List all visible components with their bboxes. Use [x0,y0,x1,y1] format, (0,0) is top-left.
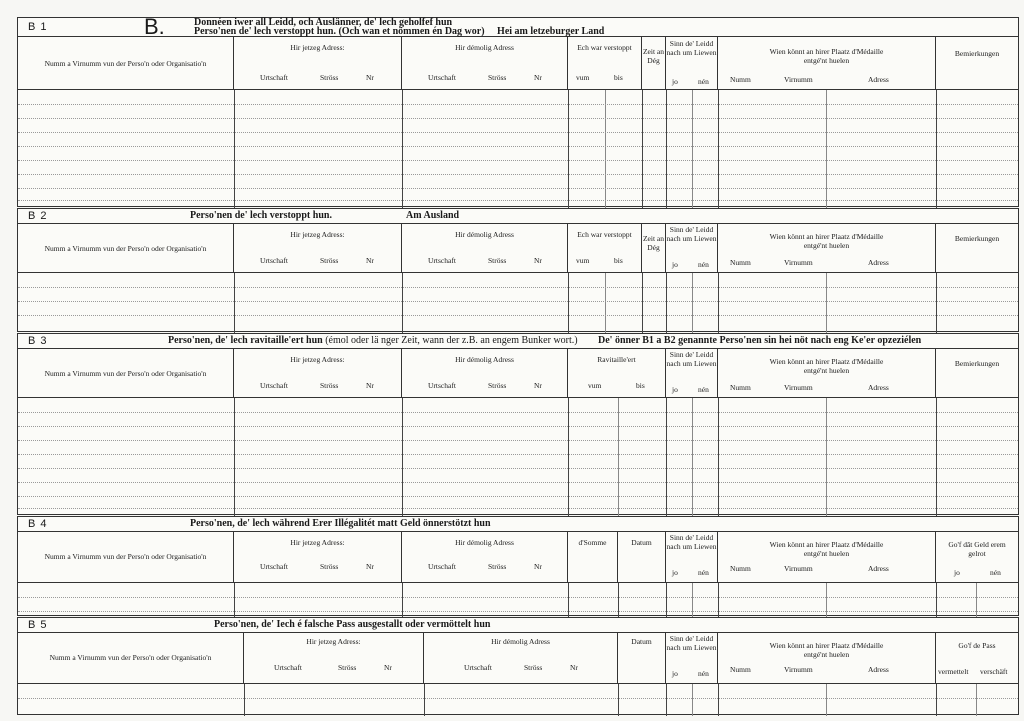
section-b5-id: B 5 [28,619,48,631]
col-alive-label: Sinn de' Leidd nach um Liewen [666,39,717,57]
yes-label: jo [672,669,678,678]
section-b4-header [18,517,1018,532]
no-label: nén [698,568,709,577]
column-divider [692,90,693,208]
numm-label: Numm [730,383,751,392]
from-label: vum [576,73,590,82]
col-alive [666,224,718,272]
section-b3-column-header [18,349,1018,398]
col-name-label: Numm a Virnumm vun der Perso'n oder Organisatio'n [44,59,207,68]
row-rule [18,468,1018,469]
adress-label: Adress [868,383,889,392]
col-remarks-label: Bemierkungen [954,49,1000,58]
col-alive [666,37,718,89]
col-remarks [936,349,1018,397]
provided-label: vermettelt [938,667,969,676]
col-passport-label: Go'f de Pass [958,641,996,650]
column-divider [936,398,937,516]
numm-label: Numm [730,665,751,674]
ortschaft-label: Urtschaft [260,73,288,82]
section-b3-title [168,335,578,346]
col-sum [568,532,618,582]
col-address-now-label: Hir jetzeg Adress: [290,538,345,547]
strooss-label: Ströss [320,73,339,82]
column-divider [234,273,235,333]
column-divider [605,273,606,333]
from-label: vum [576,256,590,265]
section-b2-header [18,209,1018,224]
section-b1-title-line2-text: Perso'nen de' lech verstoppt hun. (Och wan et nömmen én Dag wor) [194,26,485,37]
row-rule [18,508,1018,509]
section-b3-title-extra: De' önner B1 a B2 genannte Perso'nen sin hei nöt nach eng Ke'er opzeziélen [598,335,922,346]
col-address-now [234,349,402,397]
row-rule [18,188,1018,189]
section-b3-title-text: Perso'nen, de' lech ravitaille'ert hun [168,335,323,346]
row-rule [18,426,1018,427]
ortschaft-label: Urtschaft [428,73,456,82]
section-b4 [17,516,1019,616]
column-divider [402,273,403,333]
strooss-label: Ströss [320,562,339,571]
column-divider [234,90,235,208]
column-divider [692,398,693,516]
col-address-now-label: Hir jetzeg Adress: [306,637,361,646]
virnumm-label: Virnumm [784,75,813,84]
ortschaft-label: Urtschaft [260,562,288,571]
ortschaft-label: Urtschaft [274,663,302,672]
section-b1-column-header [18,37,1018,90]
col-address-now [234,37,402,89]
row-rule [18,200,1018,201]
nr-label: Nr [534,256,542,265]
section-b3-rows [18,398,1018,516]
ortschaft-label: Urtschaft [464,663,492,672]
row-rule [18,698,1018,699]
col-medal [718,349,936,397]
column-divider [826,273,827,333]
nr-label: Nr [384,663,392,672]
column-divider [692,273,693,333]
nr-label: Nr [366,562,374,571]
adress-label: Adress [868,258,889,267]
col-passport [936,633,1018,683]
section-b2-place: Am Ausland [406,210,460,221]
nr-label: Nr [366,256,374,265]
col-time [642,224,666,272]
virnumm-label: Virnumm [784,564,813,573]
col-name-label: Numm a Virnumm vun der Perso'n oder Organisatio'n [44,369,207,378]
section-b5-title: Perso'nen, de' Iech é falsche Pass ausgestallt oder vermöttelt hun [214,619,491,630]
row-rule [18,454,1018,455]
nr-label: Nr [534,562,542,571]
section-b3-id: B 3 [28,335,48,347]
from-label: vum [588,381,602,390]
adress-label: Adress [868,665,889,674]
column-divider [826,90,827,208]
col-address-now [234,224,402,272]
row-rule [18,160,1018,161]
strooss-label: Ströss [338,663,357,672]
ortschaft-label: Urtschaft [428,256,456,265]
col-remarks-label: Bemierkungen [954,359,1000,368]
procured-label: verschäft [980,667,1008,676]
col-name-label: Numm a Virnumm vun der Perso'n oder Organisatio'n [44,552,207,561]
col-name [18,224,234,272]
col-address-prev [402,349,568,397]
col-address-prev [402,532,568,582]
section-b1-place: Hei am letzeburger Land [497,26,605,37]
section-b1-title-line2 [194,26,604,37]
column-divider [642,90,643,208]
no-label: nén [698,260,709,269]
col-address-prev-label: Hir démolig Adress [455,355,514,364]
section-b3-title-note: (émol oder lä nger Zeit, wann der z.B. an engem Bunker wort.) [325,335,578,346]
row-rule [18,118,1018,119]
part-letter: B. [144,14,165,39]
section-b1-id: B 1 [28,21,48,33]
section-b4-column-header [18,532,1018,583]
section-b5-rows [18,684,1018,716]
col-date-label: Datum [631,538,652,547]
col-money-returned [936,532,1018,582]
row-rule [18,104,1018,105]
col-hidden-label: Ech war verstoppt [577,43,632,52]
column-divider [936,90,937,208]
row-rule [18,301,1018,302]
col-address-prev-label: Hir démolig Adress [455,538,514,547]
col-remarks-label: Bemierkungen [954,234,1000,243]
no-label: nén [698,77,709,86]
row-rule [18,597,1018,598]
column-divider [666,398,667,516]
column-divider [618,398,619,516]
col-address-now-label: Hir jetzeg Adress: [290,43,345,52]
row-rule [18,287,1018,288]
col-alive [666,349,718,397]
column-divider [666,90,667,208]
virnumm-label: Virnumm [784,383,813,392]
strooss-label: Ströss [488,381,507,390]
column-divider [402,398,403,516]
col-alive [666,633,718,683]
col-name-label: Numm a Virnumm vun der Perso'n oder Organisatio'n [44,244,207,253]
col-medal-label: Wien könnt an hirer Plaatz d'Médaille entgé'nt huelen [769,641,884,659]
nr-label: Nr [366,73,374,82]
section-b2 [17,208,1019,332]
row-rule [18,482,1018,483]
section-b2-id: B 2 [28,210,48,222]
col-address-prev [424,633,618,683]
col-time-label: Zeit an Dég [642,47,665,65]
col-address-now [244,633,424,683]
column-divider [826,398,827,516]
numm-label: Numm [730,258,751,267]
nr-label: Nr [570,663,578,672]
col-medal [718,37,936,89]
ortschaft-label: Urtschaft [260,381,288,390]
column-divider [568,398,569,516]
yes-label: jo [672,385,678,394]
col-address-prev [402,224,568,272]
col-medal [718,224,936,272]
nr-label: Nr [366,381,374,390]
to-label: bis [636,381,645,390]
ortschaft-label: Urtschaft [260,256,288,265]
col-alive-label: Sinn de' Leidd nach um Liewen [666,350,717,368]
col-money-returned-label: Go'f dât Geld erem gelrot [948,540,1006,558]
section-b2-rows [18,273,1018,333]
col-time-label: Zeit an Dég [642,234,665,252]
column-divider [605,90,606,208]
section-b4-id: B 4 [28,518,48,530]
column-divider [568,90,569,208]
row-rule [18,611,1018,612]
row-rule [18,496,1018,497]
row-rule [18,412,1018,413]
col-medal [718,633,936,683]
adress-label: Adress [868,564,889,573]
col-name [18,532,234,582]
col-name-label: Numm a Virnumm vun der Perso'n oder Organisatio'n [49,653,212,662]
col-ravitaille-label: Ravitaille'ert [597,355,636,364]
strooss-label: Ströss [524,663,543,672]
col-medal [718,532,936,582]
no-label: nén [698,669,709,678]
row-rule [18,315,1018,316]
row-rule [18,132,1018,133]
section-b2-title: Perso'nen de' lech verstoppt hun. [190,210,332,221]
yes-label: jo [672,260,678,269]
col-date [618,633,666,683]
ortschaft-label: Urtschaft [428,381,456,390]
strooss-label: Ströss [488,562,507,571]
nr-label: Nr [534,73,542,82]
nr-label: Nr [534,381,542,390]
yes-label: jo [954,568,960,577]
col-time [642,37,666,89]
col-date-label: Datum [631,637,652,646]
virnumm-label: Virnumm [784,665,813,674]
column-divider [692,684,693,716]
yes-label: jo [672,77,678,86]
strooss-label: Ströss [320,381,339,390]
column-divider [936,273,937,333]
section-b1-header [18,14,1018,39]
no-label: nén [990,568,1001,577]
section-b5-header [18,618,1018,633]
section-b5 [17,617,1019,715]
col-alive [666,532,718,582]
virnumm-label: Virnumm [784,258,813,267]
column-divider [666,684,667,716]
column-divider [402,90,403,208]
row-rule [18,146,1018,147]
col-hidden-label: Ech war verstoppt [577,230,632,239]
col-date [618,532,666,582]
strooss-label: Ströss [488,73,507,82]
section-b5-column-header [18,633,1018,684]
col-remarks [936,37,1018,89]
ortschaft-label: Urtschaft [428,562,456,571]
section-b2-column-header [18,224,1018,273]
section-b1-rows [18,90,1018,208]
col-name [18,37,234,89]
to-label: bis [614,256,623,265]
col-alive-label: Sinn de' Leidd nach um Liewen [666,533,717,551]
col-medal-label: Wien könnt an hirer Plaatz d'Médaille entgé'nt huelen [769,357,884,375]
col-alive-label: Sinn de' Leidd nach um Liewen [666,225,717,243]
strooss-label: Ströss [320,256,339,265]
section-b4-title: Perso'nen, de' lech während Erer Illégalitét matt Geld önnerstötzt hun [190,518,491,529]
column-divider [244,684,245,716]
row-rule [18,174,1018,175]
col-alive-label: Sinn de' Leidd nach um Liewen [666,634,717,652]
col-address-now-label: Hir jetzeg Adress: [290,355,345,364]
column-divider [826,684,827,716]
column-divider [234,398,235,516]
col-address-prev [402,37,568,89]
col-medal-label: Wien könnt an hirer Plaatz d'Médaille entgé'nt huelen [769,47,884,65]
adress-label: Adress [868,75,889,84]
column-divider [618,684,619,716]
column-divider [666,273,667,333]
strooss-label: Ströss [488,256,507,265]
col-address-prev-label: Hir démolig Adress [455,230,514,239]
col-medal-label: Wien könnt an hirer Plaatz d'Médaille entgé'nt huelen [769,232,884,250]
section-b3-header [18,334,1018,349]
col-remarks [936,224,1018,272]
yes-label: jo [672,568,678,577]
col-sum-label: d'Somme [578,538,607,547]
col-hidden [568,37,642,89]
row-rule [18,440,1018,441]
column-divider [642,273,643,333]
column-divider [936,684,937,716]
col-address-now [234,532,402,582]
section-b1 [17,14,1019,207]
column-divider [568,273,569,333]
to-label: bis [614,73,623,82]
numm-label: Numm [730,564,751,573]
col-medal-label: Wien könnt an hirer Plaatz d'Médaille entgé'nt huelen [769,540,884,558]
column-divider [718,684,719,716]
numm-label: Numm [730,75,751,84]
col-address-prev-label: Hir démolig Adress [491,637,550,646]
col-address-now-label: Hir jetzeg Adress: [290,230,345,239]
column-divider [718,273,719,333]
column-divider [424,684,425,716]
section-b3 [17,333,1019,515]
col-address-prev-label: Hir démolig Adress [455,43,514,52]
column-divider [718,398,719,516]
col-name [18,349,234,397]
col-ravitaille [568,349,666,397]
no-label: nén [698,385,709,394]
column-divider [718,90,719,208]
section-b1-title-line1: Donnéen iwer all Leidd, och Auslänner, de' lech geholfef hun [194,17,453,28]
col-name [18,633,244,683]
section-b4-rows [18,583,1018,617]
column-divider [976,684,977,716]
col-hidden [568,224,642,272]
